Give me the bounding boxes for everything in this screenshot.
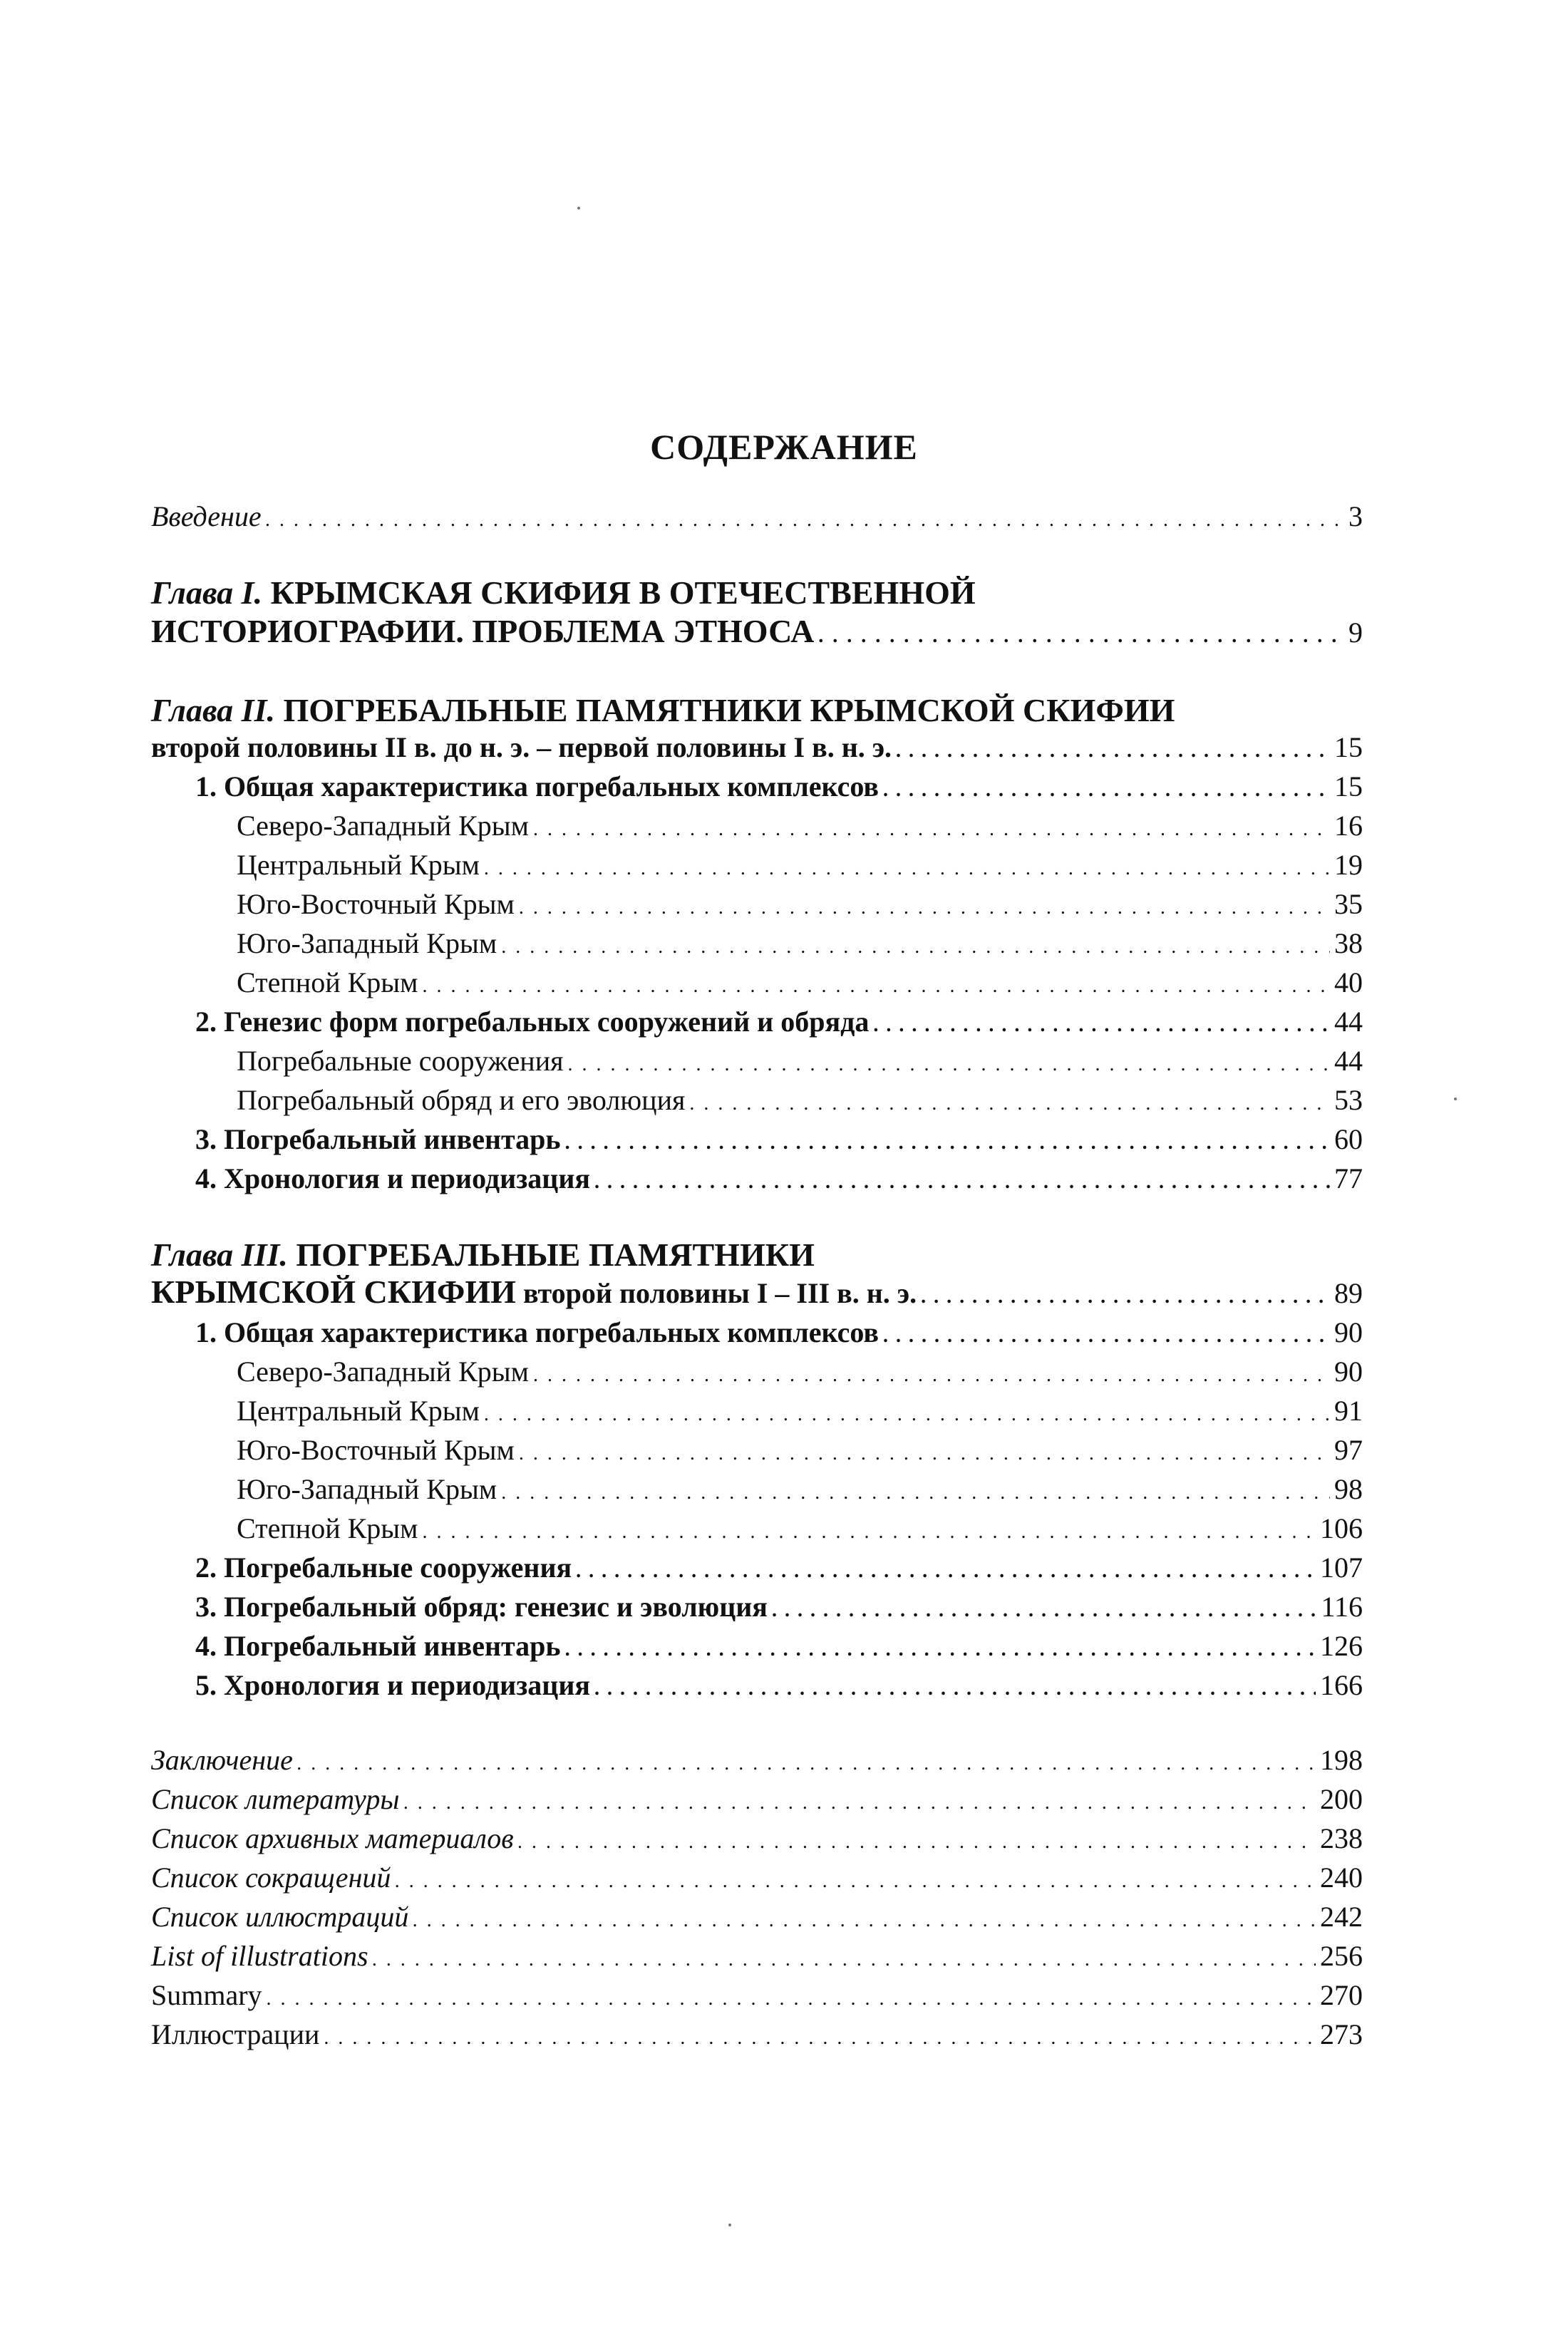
entry-page: 273 xyxy=(1320,2018,1363,2050)
entry-label: Список архивных материалов xyxy=(151,1822,514,1854)
dot-leader xyxy=(519,890,1330,926)
chapter-2-items xyxy=(151,769,1363,1200)
scan-speck xyxy=(577,207,580,210)
chapter-3-title-line-2b: второй половины I – III в. н. э. xyxy=(522,1277,917,1309)
entry-page: 106 xyxy=(1320,1512,1363,1544)
entry-label: 1. Общая характеристика погребальных комплексов xyxy=(195,1316,879,1348)
toc-entry[interactable] xyxy=(151,847,1363,887)
entry-page: 38 xyxy=(1334,927,1363,959)
entry-page: 270 xyxy=(1320,1979,1363,2011)
toc-entry-introduction[interactable] xyxy=(151,499,1363,538)
toc-entry[interactable] xyxy=(151,2017,1363,2056)
entry-label: List of illustrations xyxy=(151,1940,368,1972)
dot-leader xyxy=(297,1746,1316,1782)
entry-label: 3. Погребальный инвентарь xyxy=(195,1123,561,1155)
entry-label: Погребальные сооружения xyxy=(237,1045,564,1077)
chapter-2-title-line-2: второй половины II в. до н. э. – первой половины I в. н. э. xyxy=(151,731,892,763)
dot-leader xyxy=(403,1785,1316,1821)
chapter-2-title-line-1: ПОГРЕБАЛЬНЫЕ ПАМЯТНИКИ КРЫМСКОЙ СКИФИИ xyxy=(283,692,1175,728)
entry-page: 116 xyxy=(1321,1591,1363,1623)
entry-page: 44 xyxy=(1334,1006,1363,1038)
dot-leader xyxy=(883,773,1330,808)
dot-leader xyxy=(413,1903,1316,1938)
entry-label: 4. Хронология и периодизация xyxy=(195,1162,591,1194)
dot-leader xyxy=(594,1671,1316,1707)
dot-leader xyxy=(518,1824,1316,1860)
entry-page: 60 xyxy=(1334,1123,1363,1155)
chapter-2-prefix: Глава II. xyxy=(151,692,275,728)
dot-leader xyxy=(422,969,1330,1004)
toc-entry[interactable] xyxy=(151,1354,1363,1393)
dot-leader xyxy=(565,1125,1330,1161)
entry-page: 256 xyxy=(1320,1940,1363,1972)
dot-leader xyxy=(565,1632,1316,1668)
chapter-1-line-1 xyxy=(151,574,1363,612)
toc-entry[interactable] xyxy=(151,926,1363,965)
entry-page: 35 xyxy=(1334,888,1363,920)
chapter-3-title-line-1: ПОГРЕБАЛЬНЫЕ ПАМЯТНИКИ xyxy=(296,1236,815,1273)
toc-entry[interactable] xyxy=(151,1043,1363,1083)
dot-leader xyxy=(501,929,1330,965)
entry-page: 166 xyxy=(1320,1669,1363,1701)
dot-leader xyxy=(395,1864,1316,1899)
entry-page: 53 xyxy=(1334,1084,1363,1116)
entry-label: 1. Общая характеристика погребальных комплексов xyxy=(195,770,879,802)
chapter-3-items xyxy=(151,1315,1363,1707)
dot-leader xyxy=(533,812,1330,847)
toc-entry[interactable] xyxy=(151,887,1363,926)
entry-page: 107 xyxy=(1320,1551,1363,1584)
toc-entry[interactable] xyxy=(151,1938,1363,1978)
chapter-2-heading[interactable] xyxy=(151,691,1363,730)
chapter-3-heading[interactable] xyxy=(151,1236,1363,1274)
entry-label: Список сокращений xyxy=(151,1861,391,1894)
entry-page: 238 xyxy=(1320,1822,1363,1854)
chapter-3-prefix: Глава III. xyxy=(151,1236,288,1273)
page-title: СОДЕРЖАНИЕ xyxy=(650,427,918,467)
entry-page: 77 xyxy=(1334,1162,1363,1194)
toc-entry[interactable] xyxy=(151,1550,1363,1589)
toc-entry[interactable] xyxy=(151,1472,1363,1511)
entry-label: 2. Генезис форм погребальных сооружений и обряда xyxy=(195,1006,870,1038)
chapter-3-title-line-2a: КРЫМСКОЙ СКИФИИ xyxy=(151,1274,516,1310)
entry-page: 91 xyxy=(1334,1395,1363,1427)
chapter-1-line-2 xyxy=(151,612,1363,656)
entry-label: 5. Хронология и периодизация xyxy=(195,1669,591,1701)
toc-entry[interactable] xyxy=(151,1821,1363,1860)
entry-label: 2. Погребальные сооружения xyxy=(195,1551,572,1584)
entry-page: 198 xyxy=(1320,1744,1363,1776)
dot-leader xyxy=(689,1086,1330,1122)
entry-label: Введение xyxy=(151,500,262,532)
toc-entry[interactable] xyxy=(151,965,1363,1004)
toc-entry[interactable] xyxy=(151,769,1363,808)
chapter-1-title-line-1: КРЫМСКАЯ СКИФИЯ В ОТЕЧЕСТВЕННОЙ xyxy=(270,574,976,611)
entry-page: 16 xyxy=(1334,810,1363,842)
entry-page: 44 xyxy=(1334,1045,1363,1077)
toc-entry[interactable] xyxy=(151,1782,1363,1821)
entry-label: Иллюстрации xyxy=(151,2018,320,2050)
entry-label: Summary xyxy=(151,1979,262,2011)
chapter-2-line-1 xyxy=(151,691,1363,730)
entry-page: 19 xyxy=(1334,849,1363,881)
dot-leader xyxy=(324,2020,1316,2056)
scan-speck xyxy=(728,2224,731,2226)
dot-leader xyxy=(422,1514,1316,1550)
chapter-1-page: 9 xyxy=(1348,616,1363,649)
toc-entry[interactable] xyxy=(151,1004,1363,1043)
toc-entry[interactable] xyxy=(151,808,1363,847)
toc-entry[interactable] xyxy=(151,1860,1363,1899)
entry-label: Степной Крым xyxy=(237,966,418,998)
toc-entry[interactable] xyxy=(151,1628,1363,1668)
toc-entry[interactable] xyxy=(151,1978,1363,2017)
entry-label: Заключение xyxy=(151,1744,293,1776)
entry-label: Список литературы xyxy=(151,1783,400,1815)
toc-entry[interactable] xyxy=(151,1432,1363,1472)
back-matter xyxy=(151,1742,1363,2056)
toc-entry[interactable] xyxy=(151,1083,1363,1122)
dot-leader xyxy=(883,1318,1330,1354)
toc-entry[interactable] xyxy=(151,1393,1363,1432)
dot-leader xyxy=(267,1981,1316,2017)
dot-leader xyxy=(501,1475,1330,1511)
chapter-1-heading[interactable] xyxy=(151,574,1363,656)
entry-label: 4. Погребальный инвентарь xyxy=(195,1630,561,1662)
entry-page: 126 xyxy=(1320,1630,1363,1662)
table-of-contents xyxy=(151,499,1363,2056)
dot-leader xyxy=(533,1358,1330,1393)
dot-leader xyxy=(484,851,1330,887)
toc-entry[interactable] xyxy=(151,1742,1363,1782)
toc-entry[interactable] xyxy=(151,1511,1363,1550)
entry-page: 90 xyxy=(1334,1356,1363,1388)
entry-page: 15 xyxy=(1334,770,1363,802)
chapter-3-page: 89 xyxy=(1334,1277,1363,1309)
dot-leader xyxy=(873,1008,1330,1043)
entry-label: 3. Погребальный обряд: генезис и эволюция xyxy=(195,1591,768,1623)
toc-entry[interactable] xyxy=(151,1589,1363,1628)
entry-page: 97 xyxy=(1334,1434,1363,1466)
toc-entry[interactable] xyxy=(151,1899,1363,1938)
toc-entry[interactable] xyxy=(151,1122,1363,1161)
entry-label: Юго-Восточный Крым xyxy=(237,888,515,920)
dot-leader xyxy=(568,1047,1330,1083)
entry-label: Центральный Крым xyxy=(237,1395,480,1427)
toc-entry[interactable] xyxy=(151,1161,1363,1200)
entry-page: 40 xyxy=(1334,966,1363,998)
dot-leader xyxy=(818,617,1344,656)
dot-leader xyxy=(266,502,1344,538)
chapter-2-page: 15 xyxy=(1334,731,1363,763)
chapter-1-prefix: Глава I. xyxy=(151,574,263,611)
scan-speck xyxy=(1454,1098,1457,1100)
entry-label: Северо-Западный Крым xyxy=(237,1356,529,1388)
entry-page: 242 xyxy=(1320,1901,1363,1933)
entry-page: 200 xyxy=(1320,1783,1363,1815)
chapter-3-title-line-2 xyxy=(151,1274,917,1311)
entry-label: Список иллюстраций xyxy=(151,1901,409,1933)
dot-leader xyxy=(921,1279,1330,1315)
entry-label: Северо-Западный Крым xyxy=(237,810,529,842)
dot-leader xyxy=(896,733,1330,769)
entry-label: Юго-Западный Крым xyxy=(237,927,497,959)
dot-leader xyxy=(576,1554,1316,1589)
entry-page: 3 xyxy=(1348,500,1363,532)
chapter-1-title-line-2: ИСТОРИОГРАФИИ. ПРОБЛЕМА ЭТНОСА xyxy=(151,613,815,649)
entry-label: Юго-Восточный Крым xyxy=(237,1434,515,1466)
chapter-3-line-2[interactable] xyxy=(151,1274,1363,1315)
entry-page: 240 xyxy=(1320,1861,1363,1894)
chapter-2-line-2[interactable] xyxy=(151,730,1363,769)
dot-leader xyxy=(594,1165,1330,1200)
dot-leader xyxy=(484,1397,1330,1432)
toc-entry[interactable] xyxy=(151,1668,1363,1707)
chapter-3-line-1 xyxy=(151,1236,1363,1274)
toc-entry[interactable] xyxy=(151,1315,1363,1354)
entry-label: Центральный Крым xyxy=(237,849,480,881)
dot-leader xyxy=(772,1593,1317,1628)
entry-label: Юго-Западный Крым xyxy=(237,1473,497,1505)
entry-label: Степной Крым xyxy=(237,1512,418,1544)
dot-leader xyxy=(373,1942,1316,1978)
entry-page: 90 xyxy=(1334,1316,1363,1348)
entry-page: 98 xyxy=(1334,1473,1363,1505)
entry-label: Погребальный обряд и его эволюция xyxy=(237,1084,686,1116)
dot-leader xyxy=(519,1436,1330,1472)
